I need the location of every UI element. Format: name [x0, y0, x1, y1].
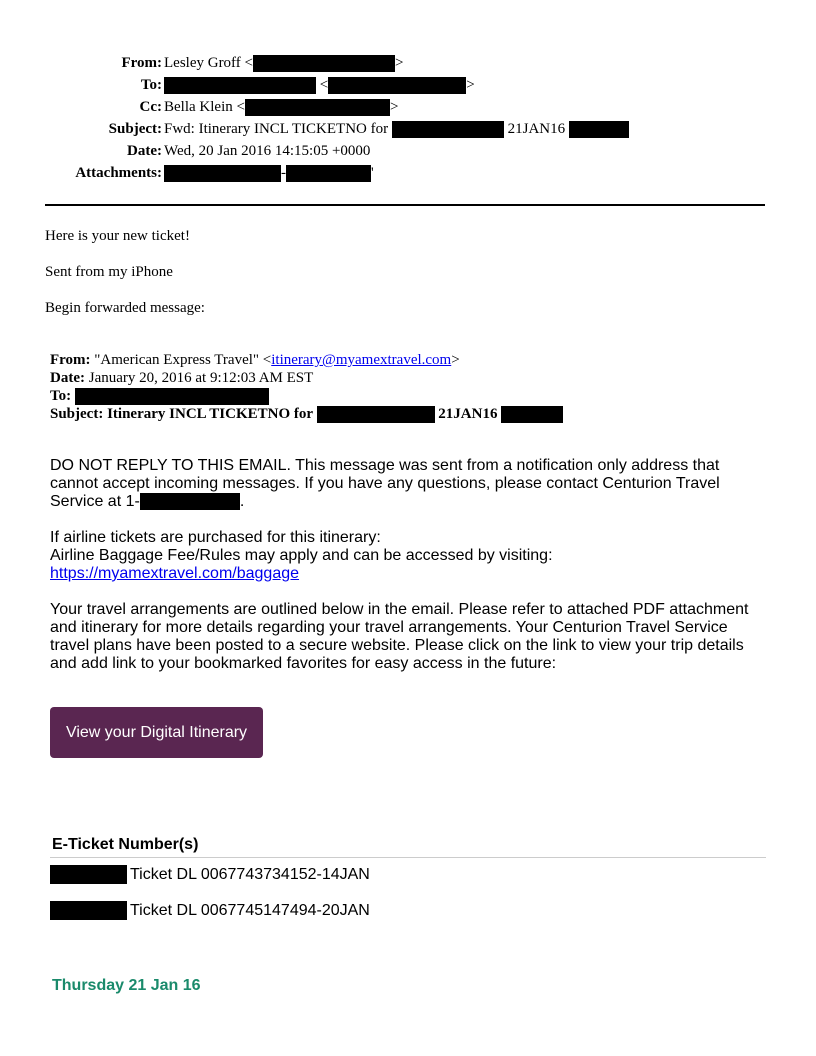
cc-label-row — [0, 96, 162, 118]
body-line-2: Sent from my iPhone — [45, 264, 173, 280]
to-bracket: < — [319, 77, 329, 93]
attachments-label: Attachments: — [75, 165, 162, 181]
baggage-line-2: Airline Baggage Fee/Rules may apply and can be accessed by visiting: — [50, 547, 553, 564]
fwd-subject-date: 21JAN16 — [438, 406, 498, 422]
fwd-date — [50, 369, 313, 387]
eticket-divider — [50, 857, 766, 858]
fwd-subject — [50, 405, 563, 423]
fwd-date-value: January 20, 2016 at 9:12:03 AM EST — [88, 370, 314, 386]
ticket-row — [50, 901, 370, 920]
redaction-block — [317, 406, 435, 423]
fwd-to — [50, 387, 269, 405]
redaction-block — [286, 165, 371, 182]
subject-date: 21JAN16 — [507, 121, 566, 137]
subject-label-row — [0, 118, 162, 140]
attachments-tail: ' — [371, 165, 374, 181]
fwd-to-label: To: — [50, 388, 72, 404]
notice-end: . — [239, 493, 245, 510]
arrangements-paragraph: Your travel arrangements are outlined below in the email. Please refer to attached PDF attachment and itinerary for more details regarding your travel arrangements. Your Centurion Travel Service travel plans have been posted to a secure website. Please click on the link to view your trip details and add link to your bookmarked favorites for easy access in the future: — [50, 601, 749, 672]
to-label-row — [0, 74, 162, 96]
fwd-subject-label: Subject: — [50, 406, 104, 422]
redaction-block — [164, 77, 316, 94]
redaction-block — [75, 388, 269, 405]
subject-label: Subject: — [108, 121, 162, 137]
cc-name: Bella Klein < — [164, 99, 245, 115]
fwd-subject-text: Itinerary INCL TICKETNO for — [107, 406, 313, 422]
notice-text: DO NOT REPLY TO THIS EMAIL. This message was sent from a notification only address that cannot accept incoming messages. If you have any questions, please contact Centurion Travel Service at 1- — [50, 457, 720, 510]
date-value: Wed, 20 Jan 2016 14:15:05 +0000 — [164, 143, 371, 159]
baggage-paragraph — [50, 529, 770, 583]
subject-text: Fwd: Itinerary INCL TICKETNO for — [164, 121, 389, 137]
itinerary-day-heading: Thursday 21 Jan 16 — [52, 977, 201, 994]
notice-paragraph — [50, 457, 770, 511]
cc-label: Cc: — [139, 99, 162, 115]
from-value — [164, 52, 403, 74]
to-close: > — [466, 77, 475, 93]
redaction-block — [569, 121, 629, 138]
from-close: > — [395, 55, 404, 71]
cc-value — [164, 96, 398, 118]
fwd-from-close: > — [451, 352, 460, 368]
fwd-from-name: "American Express Travel" < — [94, 352, 272, 368]
header-divider — [45, 204, 765, 206]
ticket-row — [50, 865, 370, 884]
fwd-date-label: Date: — [50, 370, 85, 386]
body-line-3: Begin forwarded message: — [45, 300, 205, 316]
baggage-link[interactable]: https://myamextravel.com/baggage — [50, 565, 300, 582]
date-label-row — [0, 140, 162, 162]
date-label: Date: — [127, 143, 162, 159]
email-header — [0, 52, 816, 192]
body-line-1: Here is your new ticket! — [45, 228, 190, 244]
from-label: From: — [121, 55, 162, 71]
cc-close: > — [389, 99, 399, 115]
fwd-from-label: From: — [50, 352, 91, 368]
redaction-block — [253, 55, 395, 72]
ticket-number: Ticket DL 0067745147494-20JAN — [130, 901, 370, 919]
view-digital-itinerary-button[interactable]: View your Digital Itinerary — [50, 707, 263, 758]
attachments-separator: - — [281, 165, 286, 181]
redaction-block — [140, 493, 240, 510]
attachments-label-row — [0, 162, 162, 184]
attachments-value[interactable] — [164, 162, 374, 184]
baggage-line-1: If airline tickets are purchased for this itinerary: — [50, 529, 381, 546]
from-label-row — [0, 52, 162, 74]
fwd-from-email-link[interactable]: itinerary@myamextravel.com — [271, 352, 452, 368]
redaction-block — [392, 121, 504, 138]
redaction-block — [50, 865, 127, 884]
redaction-block — [50, 901, 127, 920]
subject-value — [164, 118, 629, 140]
from-name: Lesley Groff < — [164, 55, 253, 71]
eticket-title: E-Ticket Number(s) — [52, 836, 199, 853]
redaction-block — [245, 99, 390, 116]
redaction-block — [328, 77, 466, 94]
redaction-block — [164, 165, 281, 182]
ticket-number: Ticket DL 0067743734152-14JAN — [130, 865, 370, 883]
redaction-block — [501, 406, 563, 423]
to-label: To: — [140, 77, 162, 93]
fwd-from — [50, 351, 460, 369]
to-value — [164, 74, 475, 96]
